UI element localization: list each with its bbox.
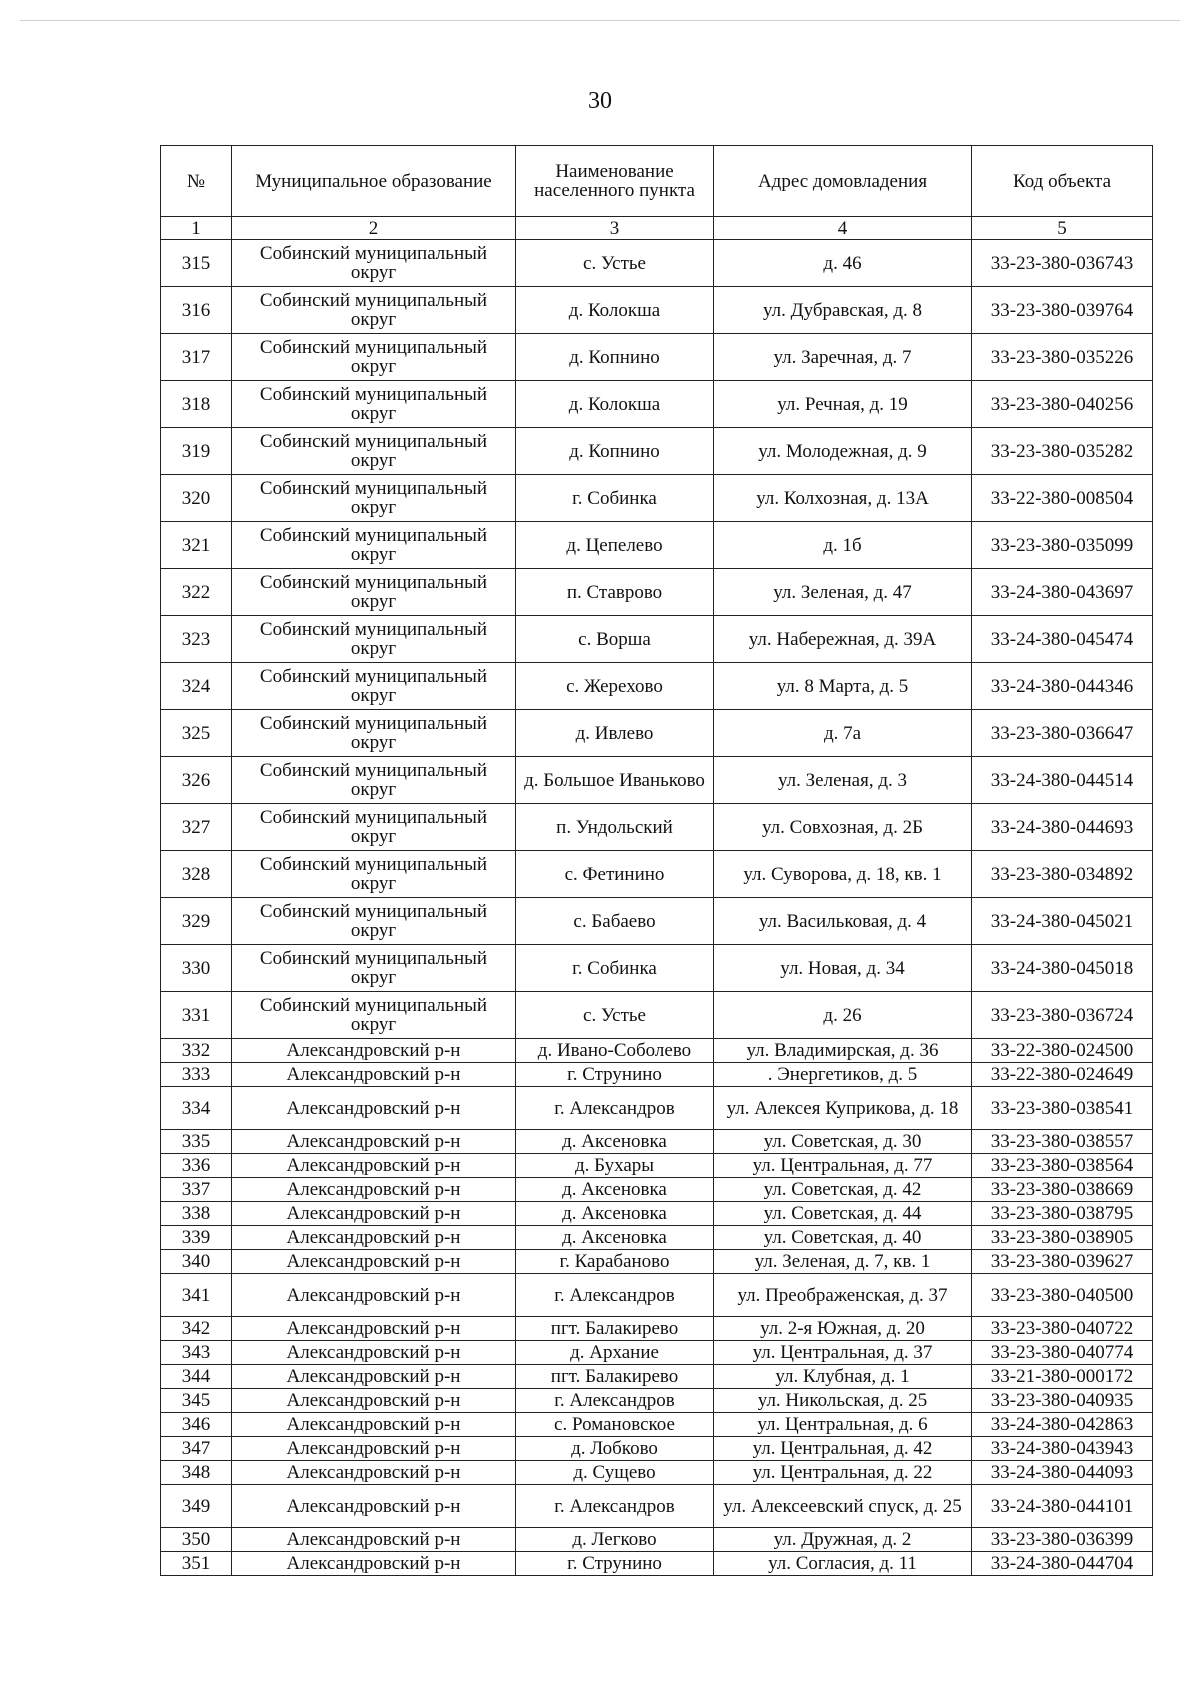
cell-address: ул. Зеленая, д. 47	[714, 569, 972, 616]
cell-municipality: Александровский р-н	[232, 1317, 516, 1341]
table-row	[161, 1130, 1153, 1154]
cell-number: 346	[161, 1413, 232, 1437]
cell-municipality: Александровский р-н	[232, 1178, 516, 1202]
header-settlement: Наименование населенного пункта	[516, 146, 714, 217]
cell-address: ул. Молодежная, д. 9	[714, 428, 972, 475]
column-number: 3	[516, 217, 714, 240]
cell-municipality: Александровский р-н	[232, 1130, 516, 1154]
table-row	[161, 1552, 1153, 1576]
table-row	[161, 804, 1153, 851]
cell-number: 351	[161, 1552, 232, 1576]
cell-object-code: 33-24-380-044101	[972, 1485, 1153, 1528]
table-row	[161, 287, 1153, 334]
table-row	[161, 1250, 1153, 1274]
header-municipality: Муниципальное образование	[232, 146, 516, 217]
cell-object-code: 33-23-380-034892	[972, 851, 1153, 898]
cell-address: ул. Клубная, д. 1	[714, 1365, 972, 1389]
cell-municipality: Собинский муниципальный округ	[232, 569, 516, 616]
cell-number: 328	[161, 851, 232, 898]
table-row	[161, 851, 1153, 898]
column-number-row	[161, 217, 1153, 240]
cell-object-code: 33-24-380-043943	[972, 1437, 1153, 1461]
cell-address: ул. Совхозная, д. 2Б	[714, 804, 972, 851]
cell-object-code: 33-23-380-038669	[972, 1178, 1153, 1202]
table-row	[161, 898, 1153, 945]
cell-municipality: Собинский муниципальный округ	[232, 522, 516, 569]
table-row	[161, 522, 1153, 569]
cell-object-code: 33-24-380-044093	[972, 1461, 1153, 1485]
cell-number: 333	[161, 1063, 232, 1087]
cell-municipality: Собинский муниципальный округ	[232, 240, 516, 287]
cell-settlement: д. Аксеновка	[516, 1202, 714, 1226]
cell-number: 320	[161, 475, 232, 522]
cell-number: 319	[161, 428, 232, 475]
table-row	[161, 1226, 1153, 1250]
cell-object-code: 33-24-380-042863	[972, 1413, 1153, 1437]
cell-settlement: д. Колокша	[516, 381, 714, 428]
cell-settlement: д. Ивано-Соболево	[516, 1039, 714, 1063]
cell-settlement: с. Фетинино	[516, 851, 714, 898]
cell-number: 345	[161, 1389, 232, 1413]
cell-object-code: 33-24-380-045474	[972, 616, 1153, 663]
cell-object-code: 33-23-380-038557	[972, 1130, 1153, 1154]
cell-settlement: с. Устье	[516, 992, 714, 1039]
cell-object-code: 33-24-380-045018	[972, 945, 1153, 992]
cell-number: 322	[161, 569, 232, 616]
cell-address: . Энергетиков, д. 5	[714, 1063, 972, 1087]
column-number: 5	[972, 217, 1153, 240]
cell-object-code: 33-23-380-036724	[972, 992, 1153, 1039]
cell-address: ул. 2-я Южная, д. 20	[714, 1317, 972, 1341]
cell-municipality: Собинский муниципальный округ	[232, 381, 516, 428]
cell-address: д. 26	[714, 992, 972, 1039]
cell-number: 341	[161, 1274, 232, 1317]
table-row	[161, 569, 1153, 616]
cell-municipality: Собинский муниципальный округ	[232, 287, 516, 334]
cell-address: ул. Речная, д. 19	[714, 381, 972, 428]
cell-address: ул. Центральная, д. 22	[714, 1461, 972, 1485]
cell-object-code: 33-23-380-040722	[972, 1317, 1153, 1341]
cell-object-code: 33-23-380-040935	[972, 1389, 1153, 1413]
cell-municipality: Александровский р-н	[232, 1274, 516, 1317]
cell-address: ул. Советская, д. 44	[714, 1202, 972, 1226]
cell-number: 342	[161, 1317, 232, 1341]
cell-municipality: Александровский р-н	[232, 1154, 516, 1178]
cell-number: 334	[161, 1087, 232, 1130]
cell-number: 340	[161, 1250, 232, 1274]
cell-address: ул. Васильковая, д. 4	[714, 898, 972, 945]
table-body	[161, 217, 1153, 1576]
cell-object-code: 33-24-380-044693	[972, 804, 1153, 851]
cell-settlement: г. Александров	[516, 1274, 714, 1317]
cell-settlement: с. Жерехово	[516, 663, 714, 710]
cell-settlement: пгт. Балакирево	[516, 1317, 714, 1341]
cell-number: 324	[161, 663, 232, 710]
cell-municipality: Собинский муниципальный округ	[232, 757, 516, 804]
cell-settlement: д. Сущево	[516, 1461, 714, 1485]
cell-settlement: д. Копнино	[516, 428, 714, 475]
cell-settlement: д. Ивлево	[516, 710, 714, 757]
cell-address: ул. Дубравская, д. 8	[714, 287, 972, 334]
cell-municipality: Собинский муниципальный округ	[232, 710, 516, 757]
cell-municipality: Собинский муниципальный округ	[232, 428, 516, 475]
cell-number: 323	[161, 616, 232, 663]
cell-municipality: Александровский р-н	[232, 1485, 516, 1528]
table-row	[161, 1063, 1153, 1087]
column-number: 2	[232, 217, 516, 240]
cell-object-code: 33-22-380-024649	[972, 1063, 1153, 1087]
cell-municipality: Собинский муниципальный округ	[232, 475, 516, 522]
column-number: 1	[161, 217, 232, 240]
cell-municipality: Собинский муниципальный округ	[232, 804, 516, 851]
table-row	[161, 1341, 1153, 1365]
cell-municipality: Александровский р-н	[232, 1250, 516, 1274]
cell-municipality: Александровский р-н	[232, 1087, 516, 1130]
cell-number: 339	[161, 1226, 232, 1250]
cell-object-code: 33-23-380-038795	[972, 1202, 1153, 1226]
cell-number: 325	[161, 710, 232, 757]
cell-settlement: д. Архание	[516, 1341, 714, 1365]
cell-object-code: 33-23-380-035099	[972, 522, 1153, 569]
cell-settlement: д. Аксеновка	[516, 1226, 714, 1250]
table-row	[161, 1317, 1153, 1341]
cell-settlement: с. Ворша	[516, 616, 714, 663]
cell-settlement: с. Бабаево	[516, 898, 714, 945]
cell-number: 349	[161, 1485, 232, 1528]
cell-settlement: г. Собинка	[516, 475, 714, 522]
cell-settlement: д. Лобково	[516, 1437, 714, 1461]
cell-number: 326	[161, 757, 232, 804]
table-row	[161, 757, 1153, 804]
table-row	[161, 1154, 1153, 1178]
cell-address: ул. Алексея Куприкова, д. 18	[714, 1087, 972, 1130]
table-row	[161, 616, 1153, 663]
cell-number: 331	[161, 992, 232, 1039]
cell-municipality: Собинский муниципальный округ	[232, 616, 516, 663]
cell-object-code: 33-23-380-035282	[972, 428, 1153, 475]
cell-address: д. 1б	[714, 522, 972, 569]
cell-municipality: Собинский муниципальный округ	[232, 898, 516, 945]
cell-address: ул. Центральная, д. 77	[714, 1154, 972, 1178]
cell-object-code: 33-24-380-045021	[972, 898, 1153, 945]
cell-object-code: 33-23-380-040500	[972, 1274, 1153, 1317]
cell-address: ул. Советская, д. 40	[714, 1226, 972, 1250]
cell-settlement: с. Устье	[516, 240, 714, 287]
cell-municipality: Александровский р-н	[232, 1552, 516, 1576]
cell-object-code: 33-23-380-039627	[972, 1250, 1153, 1274]
cell-number: 317	[161, 334, 232, 381]
cell-address: ул. Согласия, д. 11	[714, 1552, 972, 1576]
cell-settlement: д. Большое Иваньково	[516, 757, 714, 804]
cell-number: 347	[161, 1437, 232, 1461]
cell-number: 350	[161, 1528, 232, 1552]
cell-object-code: 33-24-380-043697	[972, 569, 1153, 616]
table-header-row	[161, 146, 1153, 217]
table-row	[161, 1039, 1153, 1063]
cell-address: д. 46	[714, 240, 972, 287]
cell-settlement: д. Цепелево	[516, 522, 714, 569]
cell-address: ул. Дружная, д. 2	[714, 1528, 972, 1552]
cell-address: ул. Советская, д. 42	[714, 1178, 972, 1202]
cell-settlement: г. Струнино	[516, 1063, 714, 1087]
cell-settlement: п. Ставрово	[516, 569, 714, 616]
cell-object-code: 33-24-380-044704	[972, 1552, 1153, 1576]
cell-settlement: пгт. Балакирево	[516, 1365, 714, 1389]
cell-number: 330	[161, 945, 232, 992]
cell-address: ул. Преображенская, д. 37	[714, 1274, 972, 1317]
cell-settlement: д. Аксеновка	[516, 1178, 714, 1202]
cell-address: ул. Центральная, д. 6	[714, 1413, 972, 1437]
table-row	[161, 1437, 1153, 1461]
table-row	[161, 240, 1153, 287]
table-row	[161, 475, 1153, 522]
cell-settlement: г. Собинка	[516, 945, 714, 992]
cell-object-code: 33-23-380-036399	[972, 1528, 1153, 1552]
table-row	[161, 1461, 1153, 1485]
cell-number: 332	[161, 1039, 232, 1063]
table-row	[161, 1413, 1153, 1437]
table-row	[161, 1365, 1153, 1389]
cell-municipality: Александровский р-н	[232, 1528, 516, 1552]
cell-number: 337	[161, 1178, 232, 1202]
cell-municipality: Собинский муниципальный округ	[232, 992, 516, 1039]
cell-number: 338	[161, 1202, 232, 1226]
cell-settlement: д. Колокша	[516, 287, 714, 334]
column-number: 4	[714, 217, 972, 240]
cell-settlement: д. Аксеновка	[516, 1130, 714, 1154]
cell-municipality: Александровский р-н	[232, 1341, 516, 1365]
cell-address: ул. Центральная, д. 37	[714, 1341, 972, 1365]
cell-settlement: г. Карабаново	[516, 1250, 714, 1274]
cell-number: 315	[161, 240, 232, 287]
cell-object-code: 33-23-380-038905	[972, 1226, 1153, 1250]
cell-object-code: 33-21-380-000172	[972, 1365, 1153, 1389]
cell-object-code: 33-24-380-044514	[972, 757, 1153, 804]
cell-address: ул. Новая, д. 34	[714, 945, 972, 992]
cell-object-code: 33-23-380-040256	[972, 381, 1153, 428]
cell-municipality: Собинский муниципальный округ	[232, 334, 516, 381]
table-row	[161, 1528, 1153, 1552]
cell-settlement: г. Струнино	[516, 1552, 714, 1576]
cell-number: 348	[161, 1461, 232, 1485]
cell-object-code: 33-23-380-035226	[972, 334, 1153, 381]
table-row	[161, 1202, 1153, 1226]
cell-object-code: 33-23-380-039764	[972, 287, 1153, 334]
table-row	[161, 663, 1153, 710]
cell-settlement: д. Бухары	[516, 1154, 714, 1178]
cell-municipality: Александровский р-н	[232, 1389, 516, 1413]
cell-number: 329	[161, 898, 232, 945]
cell-number: 318	[161, 381, 232, 428]
cell-address: ул. Зеленая, д. 7, кв. 1	[714, 1250, 972, 1274]
header-address: Адрес домовладения	[714, 146, 972, 217]
table-row	[161, 428, 1153, 475]
cell-number: 343	[161, 1341, 232, 1365]
cell-municipality: Александровский р-н	[232, 1437, 516, 1461]
table-row	[161, 945, 1153, 992]
table-row	[161, 992, 1153, 1039]
cell-settlement: д. Копнино	[516, 334, 714, 381]
cell-object-code: 33-23-380-038541	[972, 1087, 1153, 1130]
cell-address: д. 7а	[714, 710, 972, 757]
cell-number: 336	[161, 1154, 232, 1178]
cell-settlement: д. Легково	[516, 1528, 714, 1552]
cell-number: 327	[161, 804, 232, 851]
cell-settlement: г. Александров	[516, 1389, 714, 1413]
cell-address: ул. Центральная, д. 42	[714, 1437, 972, 1461]
table-row	[161, 381, 1153, 428]
header-object-code: Код объекта	[972, 146, 1153, 217]
cell-object-code: 33-23-380-036743	[972, 240, 1153, 287]
cell-object-code: 33-23-380-038564	[972, 1154, 1153, 1178]
cell-number: 316	[161, 287, 232, 334]
cell-municipality: Собинский муниципальный округ	[232, 945, 516, 992]
cell-address: ул. Набережная, д. 39А	[714, 616, 972, 663]
cell-object-code: 33-22-380-008504	[972, 475, 1153, 522]
cell-address: ул. Владимирская, д. 36	[714, 1039, 972, 1063]
cell-municipality: Александровский р-н	[232, 1365, 516, 1389]
cell-address: ул. Советская, д. 30	[714, 1130, 972, 1154]
cell-number: 321	[161, 522, 232, 569]
table-row	[161, 1389, 1153, 1413]
cell-municipality: Александровский р-н	[232, 1226, 516, 1250]
cell-municipality: Александровский р-н	[232, 1202, 516, 1226]
cell-municipality: Собинский муниципальный округ	[232, 663, 516, 710]
cell-settlement: г. Александров	[516, 1485, 714, 1528]
table-row	[161, 1485, 1153, 1528]
table-row	[161, 1274, 1153, 1317]
cell-address: ул. Заречная, д. 7	[714, 334, 972, 381]
header-number: №	[161, 146, 232, 217]
cell-municipality: Собинский муниципальный округ	[232, 851, 516, 898]
cell-settlement: с. Романовское	[516, 1413, 714, 1437]
cell-address: ул. 8 Марта, д. 5	[714, 663, 972, 710]
cell-municipality: Александровский р-н	[232, 1063, 516, 1087]
cell-municipality: Александровский р-н	[232, 1413, 516, 1437]
cell-number: 335	[161, 1130, 232, 1154]
cell-address: ул. Колхозная, д. 13А	[714, 475, 972, 522]
cell-address: ул. Алексеевский спуск, д. 25	[714, 1485, 972, 1528]
cell-object-code: 33-23-380-036647	[972, 710, 1153, 757]
cell-number: 344	[161, 1365, 232, 1389]
cell-address: ул. Никольская, д. 25	[714, 1389, 972, 1413]
registry-table	[160, 145, 1153, 1576]
table-row	[161, 710, 1153, 757]
cell-object-code: 33-24-380-044346	[972, 663, 1153, 710]
cell-settlement: г. Александров	[516, 1087, 714, 1130]
page-number: 30	[588, 88, 612, 114]
table-row	[161, 1087, 1153, 1130]
cell-address: ул. Зеленая, д. 3	[714, 757, 972, 804]
cell-address: ул. Суворова, д. 18, кв. 1	[714, 851, 972, 898]
cell-object-code: 33-23-380-040774	[972, 1341, 1153, 1365]
cell-settlement: п. Ундольский	[516, 804, 714, 851]
cell-object-code: 33-22-380-024500	[972, 1039, 1153, 1063]
table-row	[161, 334, 1153, 381]
cell-municipality: Александровский р-н	[232, 1461, 516, 1485]
cell-municipality: Александровский р-н	[232, 1039, 516, 1063]
page-top-rule	[20, 20, 1180, 21]
table-row	[161, 1178, 1153, 1202]
